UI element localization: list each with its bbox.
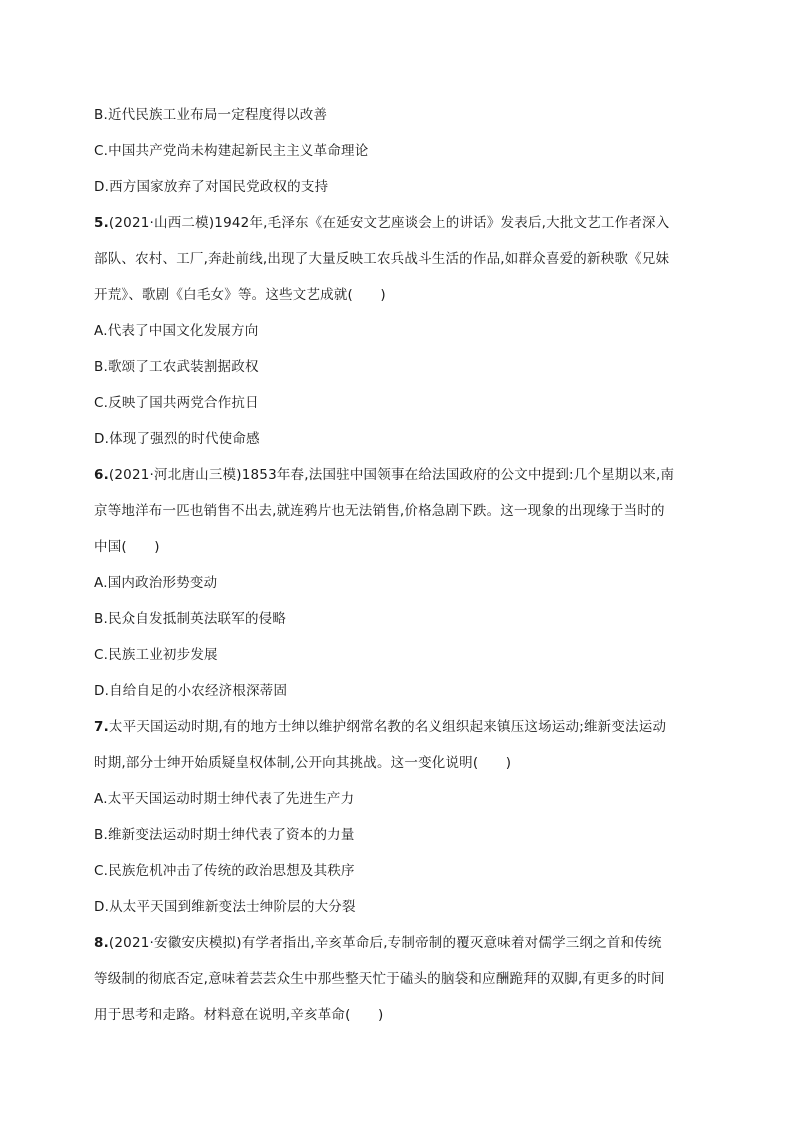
q7-option-d: D.从太平天国到维新变法士绅阶层的大分裂 (94, 899, 356, 915)
q4-option-b: B.近代民族工业布局一定程度得以改善 (94, 107, 328, 123)
q6-option-d: D.自给自足的小农经济根深蒂固 (94, 683, 288, 699)
q8-stem-text-1: (2021·安徽安庆模拟)有学者指出,辛亥革命后,专制帝制的覆灭意味着对儒学三纲之首和传统 (108, 935, 662, 951)
q7-stem-line-2: 时期,部分士绅开始质疑皇权体制,公开向其挑战。这一变化说明( ) (94, 755, 512, 771)
q6-stem-text-1: (2021·河北唐山三模)1853年春,法国驻中国领事在给法国政府的公文中提到:几个星期以来,南 (108, 467, 675, 483)
q5-stem-line-2: 部队、农村、工厂,奔赴前线,出现了大量反映工农兵战斗生活的作品,如群众喜爱的新秧歌《兄妹 (94, 251, 670, 267)
q6-option-a: A.国内政治形势变动 (94, 575, 218, 591)
q7-option-c: C.民族危机冲击了传统的政治思想及其秩序 (94, 863, 355, 879)
q5-stem-line-1 (94, 214, 669, 232)
q4-option-d: D.西方国家放弃了对国民党政权的支持 (94, 179, 329, 195)
q7-option-b: B.维新变法运动时期士绅代表了资本的力量 (94, 827, 355, 843)
q5-option-a: A.代表了中国文化发展方向 (94, 323, 259, 339)
q7-number: 7. (94, 719, 109, 735)
q4-option-c: C.中国共产党尚未构建起新民主主义革命理论 (94, 143, 369, 159)
q7-stem-text-1: 太平天国运动时期,有的地方士绅以维护纲常名教的名义组织起来镇压这场运动;维新变法运动 (108, 719, 667, 735)
q5-option-c: C.反映了国共两党合作抗日 (94, 395, 259, 411)
q8-stem-line-3: 用于思考和走路。材料意在说明,辛亥革命( ) (94, 1007, 384, 1023)
q8-stem-line-1 (94, 934, 662, 952)
q8-number: 8. (94, 935, 109, 951)
q5-option-d: D.体现了强烈的时代使命感 (94, 431, 260, 447)
q6-number: 6. (94, 467, 109, 483)
q6-stem-line-1 (94, 466, 674, 484)
q5-number: 5. (94, 215, 109, 231)
q8-stem-line-2: 等级制的彻底否定,意味着芸芸众生中那些整天忙于磕头的脑袋和应酬跪拜的双脚,有更多的时间 (94, 971, 665, 987)
q7-option-a: A.太平天国运动时期士绅代表了先进生产力 (94, 791, 355, 807)
q5-stem-text-1: (2021·山西二模)1942年,毛泽东《在延安文艺座谈会上的讲话》发表后,大批文艺工作者深入 (108, 215, 670, 231)
q6-stem-line-3: 中国( ) (94, 539, 160, 555)
q7-stem-line-1 (94, 718, 666, 736)
q5-stem-line-3: 开荒》、歌剧《白毛女》等。这些文艺成就( ) (94, 287, 386, 303)
q6-stem-line-2: 京等地洋布一匹也销售不出去,就连鸦片也无法销售,价格急剧下跌。这一现象的出现缘于当时的 (94, 503, 665, 519)
q6-option-c: C.民族工业初步发展 (94, 647, 218, 663)
q6-option-b: B.民众自发抵制英法联军的侵略 (94, 611, 287, 627)
q5-option-b: B.歌颂了工农武装割据政权 (94, 359, 259, 375)
